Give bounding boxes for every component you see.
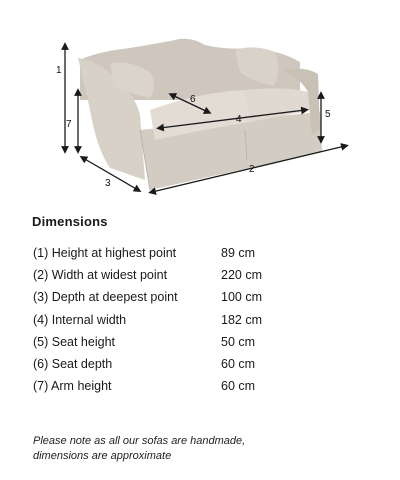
dimensions-heading: Dimensions <box>32 214 108 229</box>
sofa <box>78 39 322 190</box>
dimension-row <box>33 264 333 286</box>
sofa-illustration <box>0 0 400 205</box>
dim-label-2: 2 <box>249 164 255 175</box>
dimension-value: 182 cm <box>221 312 262 327</box>
handmade-note <box>33 434 373 463</box>
dimension-row <box>33 353 333 375</box>
dimension-row <box>33 309 333 331</box>
dim-label-6: 6 <box>190 94 196 105</box>
dimension-name: (2) Width at widest point <box>33 268 168 283</box>
dim-label-1: 1 <box>56 65 62 76</box>
dimension-name: (5) Seat height <box>33 334 115 349</box>
dimension-name: (7) Arm height <box>33 379 112 394</box>
dimension-value: 50 cm <box>221 334 256 349</box>
dim-label-3: 3 <box>105 178 111 189</box>
dimension-row <box>33 331 333 353</box>
dimension-value: 60 cm <box>221 357 256 372</box>
dimension-row <box>33 242 333 264</box>
note-line-2: dimensions are approximate <box>33 449 172 462</box>
dimension-value: 220 cm <box>221 268 262 283</box>
dim-label-4: 4 <box>236 114 242 125</box>
dimension-value: 100 cm <box>221 290 262 305</box>
dimension-name: (1) Height at highest point <box>33 246 177 261</box>
dimension-row <box>33 375 333 397</box>
dimension-value: 60 cm <box>221 379 256 394</box>
dimensions-list <box>33 242 333 397</box>
dimension-value: 89 cm <box>221 246 256 261</box>
dim-label-5: 5 <box>325 109 331 120</box>
note-line-1: Please note as all our sofas are handmade, <box>33 435 246 447</box>
dimension-name: (4) Internal width <box>33 312 127 327</box>
dimension-row <box>33 286 333 308</box>
dimension-name: (6) Seat depth <box>33 357 113 372</box>
dimension-name: (3) Depth at deepest point <box>33 290 178 305</box>
dim-label-7: 7 <box>66 119 72 130</box>
sofa-dimension-diagram <box>0 0 400 205</box>
